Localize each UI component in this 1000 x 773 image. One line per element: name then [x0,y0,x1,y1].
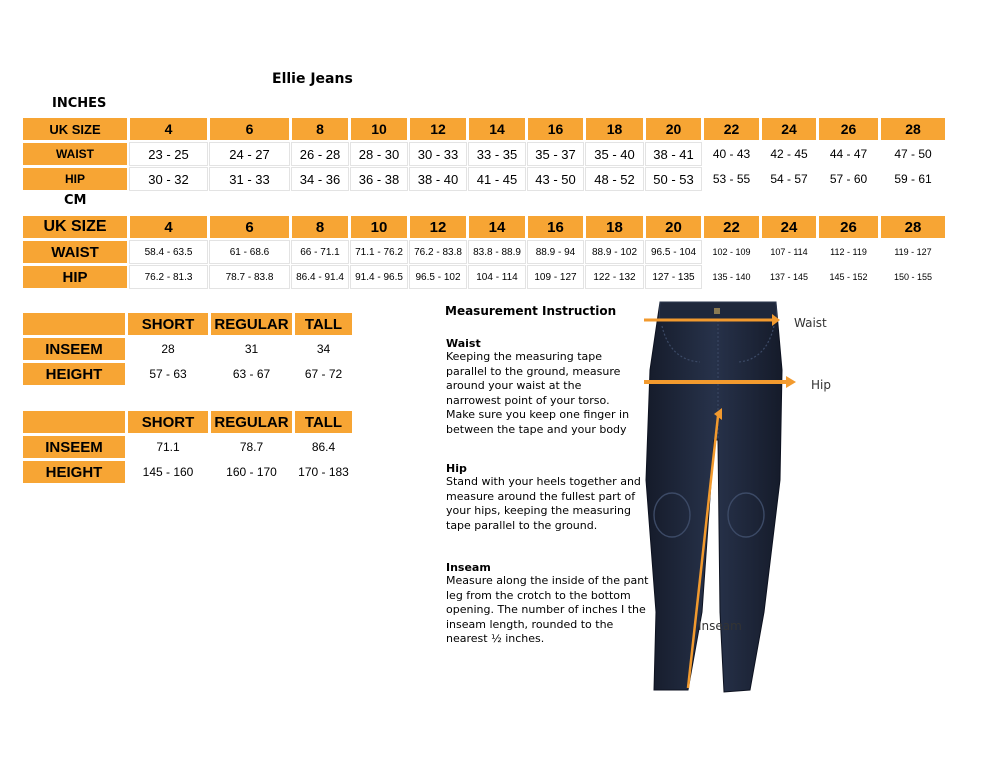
length-inches-value: 28 [128,338,208,360]
inches-size-24: 24 [762,118,816,140]
cm-size-4: 4 [130,216,207,238]
instruction-line: parallel to the ground, measure [446,364,621,378]
inches-waist-value: 33 - 35 [469,143,525,165]
waist-heading: Waist [446,337,481,350]
inches-size-4: 4 [130,118,207,140]
length-cm-height-row [23,461,352,483]
length-cm-value: 160 - 170 [211,461,292,483]
inches-hip-value: 57 - 60 [819,168,878,190]
inches-hip-value: 31 - 33 [210,168,289,190]
length-cm-value: 145 - 160 [128,461,208,483]
cm-hip-value: 137 - 145 [762,266,816,288]
waist-text [446,350,651,438]
inches-waist-value: 28 - 30 [351,143,407,165]
cm-hip-label: HIP [23,266,127,288]
instructions-title: Measurement Instruction [445,304,617,318]
inches-hip-value: 30 - 32 [130,168,207,190]
length-inches-value: 67 - 72 [295,363,352,385]
cm-size-20: 20 [646,216,701,238]
instruction-line: around your waist at the [446,379,582,393]
cm-size-6: 6 [210,216,289,238]
cm-size-26: 26 [819,216,878,238]
length-inches-height-row [23,363,352,385]
inches-waist-value: 24 - 27 [210,143,289,165]
inches-size-10: 10 [351,118,407,140]
length-cm-regular-header: REGULAR [211,411,292,433]
length-inches-table [20,310,355,388]
inches-hip-value: 54 - 57 [762,168,816,190]
inches-waist-value: 35 - 37 [528,143,583,165]
length-inches-value: 34 [295,338,352,360]
cm-waist-value: 107 - 114 [762,241,816,263]
length-cm-inseem-label: INSEEM [23,436,125,458]
inches-hip-value: 38 - 40 [410,168,466,190]
hip-instruction [446,462,651,533]
cm-hip-value: 104 - 114 [469,266,525,288]
cm-waist-value: 71.1 - 76.2 [351,241,407,263]
instruction-line: leg from the crotch to the bottom [446,588,631,602]
inches-hip-value: 41 - 45 [469,168,525,190]
length-inches-tall-header: TALL [295,313,352,335]
length-cm-tall-header: TALL [295,411,352,433]
cm-size-12: 12 [410,216,466,238]
inches-size-16: 16 [528,118,583,140]
inches-size-table [20,115,948,193]
waist-callout: Waist [794,316,827,330]
length-inches-regular-header: REGULAR [211,313,292,335]
length-cm-short-header: SHORT [128,411,208,433]
length-inches-corner [23,313,125,335]
length-inches-header-row [23,313,352,335]
cm-uk-size-label: UK SIZE [23,216,127,238]
cm-size-14: 14 [469,216,525,238]
cm-waist-value: 66 - 71.1 [292,241,348,263]
inches-hip-value: 48 - 52 [586,168,643,190]
length-cm-table [20,408,355,486]
cm-hip-value: 109 - 127 [528,266,583,288]
length-cm-header-row [23,411,352,433]
inches-waist-value: 30 - 33 [410,143,466,165]
length-cm-value: 78.7 [211,436,292,458]
instruction-line: Stand with your heels together and [446,475,641,488]
cm-waist-row [23,241,945,263]
cm-waist-label: WAIST [23,241,127,263]
cm-size-22: 22 [704,216,759,238]
cm-waist-value: 76.2 - 83.8 [410,241,466,263]
inches-size-20: 20 [646,118,701,140]
instruction-line: Make sure you keep one finger in [446,408,630,422]
inches-size-26: 26 [819,118,878,140]
cm-hip-value: 91.4 - 96.5 [351,266,407,288]
cm-size-18: 18 [586,216,643,238]
length-cm-height-label: HEIGHT [23,461,125,483]
inches-size-28: 28 [881,118,945,140]
inches-size-6: 6 [210,118,289,140]
inches-uk-size-label: UK SIZE [23,118,127,140]
inches-waist-value: 40 - 43 [704,143,759,165]
inches-waist-value: 47 - 50 [881,143,945,165]
length-cm-inseem-row [23,436,352,458]
instruction-line: between the tape and your body [446,422,627,436]
cm-waist-value: 58.4 - 63.5 [130,241,207,263]
jeans-illustration [630,290,830,700]
inseam-callout: Inseam [698,619,742,633]
inches-waist-row [23,143,945,165]
inches-hip-label: HIP [23,168,127,190]
inches-waist-value: 23 - 25 [130,143,207,165]
hip-text [446,475,651,533]
length-cm-value: 86.4 [295,436,352,458]
length-cm-value: 170 - 183 [295,461,352,483]
inches-size-12: 12 [410,118,466,140]
inches-size-row [23,118,945,140]
instruction-line: opening. The number of inches I the [446,603,646,617]
instruction-line: Keeping the measuring tape [446,350,602,363]
cm-waist-value: 88.9 - 94 [528,241,583,263]
page-title: Ellie Jeans [272,71,353,87]
cm-hip-row [23,266,945,288]
cm-hip-value: 127 - 135 [646,266,701,288]
cm-size-28: 28 [881,216,945,238]
cm-size-16: 16 [528,216,583,238]
hip-heading: Hip [446,462,467,475]
inches-waist-value: 26 - 28 [292,143,348,165]
cm-hip-value: 96.5 - 102 [410,266,466,288]
inches-hip-value: 36 - 38 [351,168,407,190]
cm-waist-value: 112 - 119 [819,241,878,263]
length-inches-value: 57 - 63 [128,363,208,385]
inches-hip-value: 43 - 50 [528,168,583,190]
cm-hip-value: 145 - 152 [819,266,878,288]
inches-size-14: 14 [469,118,525,140]
length-inches-value: 63 - 67 [211,363,292,385]
inseam-text [446,574,651,647]
cm-waist-value: 119 - 127 [881,241,945,263]
cm-hip-value: 86.4 - 91.4 [292,266,348,288]
inches-size-8: 8 [292,118,348,140]
cm-size-row [23,216,945,238]
cm-size-table [20,213,948,291]
cm-size-10: 10 [351,216,407,238]
inches-waist-value: 44 - 47 [819,143,878,165]
inches-hip-value: 50 - 53 [646,168,701,190]
instruction-line: measure around the fullest part of [446,489,636,503]
cm-size-8: 8 [292,216,348,238]
inseam-instruction [446,561,651,647]
instruction-line: your hips, keeping the measuring [446,504,631,518]
inches-hip-value: 59 - 61 [881,168,945,190]
cm-hip-value: 78.7 - 83.8 [210,266,289,288]
cm-hip-value: 150 - 155 [881,266,945,288]
cm-waist-value: 83.8 - 88.9 [469,241,525,263]
instruction-line: nearest ½ inches. [446,632,545,646]
cm-size-24: 24 [762,216,816,238]
cm-unit-label: CM [64,193,87,208]
cm-waist-value: 88.9 - 102 [586,241,643,263]
inches-waist-label: WAIST [23,143,127,165]
length-cm-value: 71.1 [128,436,208,458]
inches-hip-value: 34 - 36 [292,168,348,190]
inseam-heading: Inseam [446,561,491,574]
length-inches-inseem-label: INSEEM [23,338,125,360]
length-cm-corner [23,411,125,433]
instruction-line: Measure along the inside of the pant [446,574,649,587]
length-inches-short-header: SHORT [128,313,208,335]
inches-hip-value: 53 - 55 [704,168,759,190]
instruction-line: narrowest point of your torso. [446,393,610,407]
inches-waist-value: 38 - 41 [646,143,701,165]
inches-waist-value: 42 - 45 [762,143,816,165]
cm-waist-value: 102 - 109 [704,241,759,263]
inches-waist-value: 35 - 40 [586,143,643,165]
cm-hip-value: 135 - 140 [704,266,759,288]
length-inches-inseem-row [23,338,352,360]
cm-waist-value: 96.5 - 104 [646,241,701,263]
inches-hip-row [23,168,945,190]
waist-instruction [446,337,651,438]
inches-unit-label: INCHES [52,96,107,111]
cm-hip-value: 122 - 132 [586,266,643,288]
inches-size-18: 18 [586,118,643,140]
cm-waist-value: 61 - 68.6 [210,241,289,263]
cm-hip-value: 76.2 - 81.3 [130,266,207,288]
length-inches-value: 31 [211,338,292,360]
length-inches-height-label: HEIGHT [23,363,125,385]
hip-callout: Hip [811,378,831,392]
instruction-line: inseam length, rounded to the [446,617,614,631]
inches-size-22: 22 [704,118,759,140]
instruction-line: tape parallel to the ground. [446,518,598,532]
